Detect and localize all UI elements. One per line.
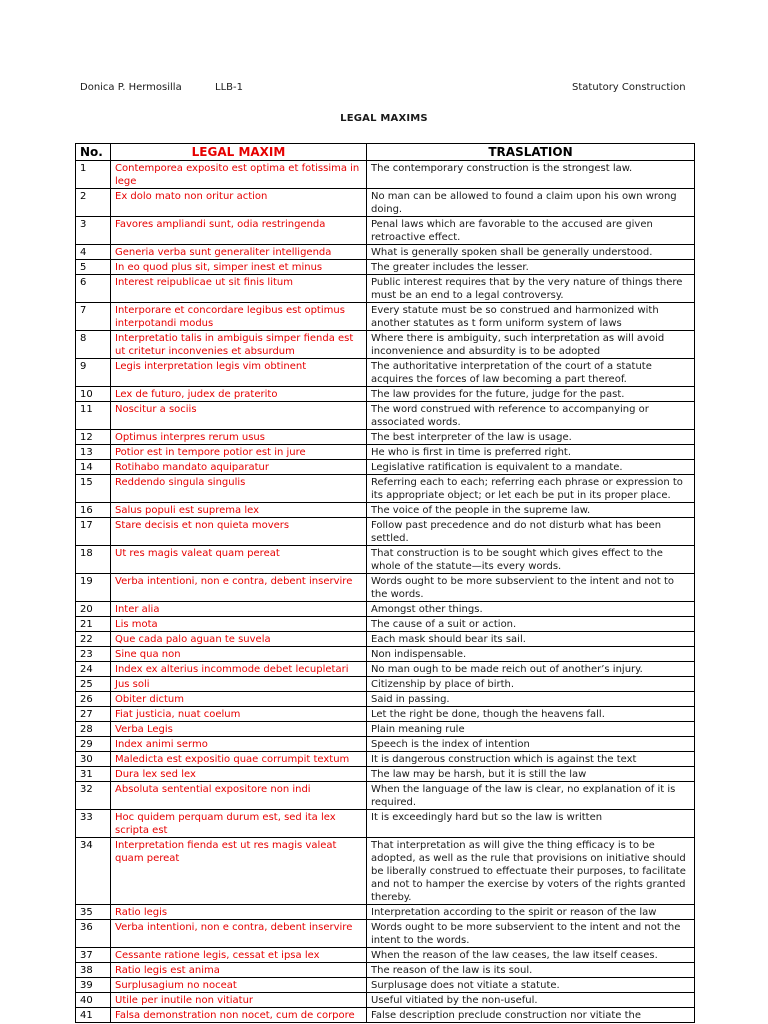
translation-cell: Let the right be done, though the heavens fall. — [367, 707, 695, 722]
table-row — [76, 737, 695, 752]
legal-maxim-cell: Dura lex sed lex — [111, 767, 367, 782]
row-number: 33 — [76, 810, 111, 838]
legal-maxim-cell: Verba Legis — [111, 722, 367, 737]
row-number: 25 — [76, 677, 111, 692]
row-number: 21 — [76, 617, 111, 632]
translation-cell: The law may be harsh, but it is still the law — [367, 767, 695, 782]
translation-cell: He who is first in time is preferred right. — [367, 445, 695, 460]
translation-cell: When the reason of the law ceases, the law itself ceases. — [367, 948, 695, 963]
translation-cell: Each mask should bear its sail. — [367, 632, 695, 647]
row-number: 15 — [76, 475, 111, 503]
legal-maxim-cell: Absoluta sentential expositore non indi — [111, 782, 367, 810]
row-number: 40 — [76, 993, 111, 1008]
table-row — [76, 503, 695, 518]
table-row — [76, 722, 695, 737]
row-number: 27 — [76, 707, 111, 722]
table-row — [76, 602, 695, 617]
row-number: 23 — [76, 647, 111, 662]
row-number: 11 — [76, 402, 111, 430]
translation-cell: No man ough to be made reich out of another’s injury. — [367, 662, 695, 677]
translation-cell: Where there is ambiguity, such interpretation as will avoid inconvenience and absurdity is to be adopted — [367, 331, 695, 359]
document-title: LEGAL MAXIMS — [340, 113, 428, 124]
translation-cell: The reason of the law is its soul. — [367, 963, 695, 978]
course-code: LLB-1 — [215, 82, 243, 93]
legal-maxim-cell: Favores ampliandi sunt, odia restringenda — [111, 217, 367, 245]
table-row — [76, 920, 695, 948]
legal-maxim-cell: Que cada palo aguan te suvela — [111, 632, 367, 647]
table-row — [76, 518, 695, 546]
legal-maxim-cell: Rotihabo mandato aquiparatur — [111, 460, 367, 475]
table-row — [76, 445, 695, 460]
row-number: 29 — [76, 737, 111, 752]
table-header-row — [76, 144, 695, 161]
legal-maxim-cell: Optimus interpres rerum usus — [111, 430, 367, 445]
row-number: 32 — [76, 782, 111, 810]
translation-cell: Every statute must be so construed and harmonized with another statutes as t form uniform system of laws — [367, 303, 695, 331]
row-number: 7 — [76, 303, 111, 331]
translation-cell: Amongst other things. — [367, 602, 695, 617]
table-row — [76, 475, 695, 503]
legal-maxim-cell: Contemporea exposito est optima et fotissima in lege — [111, 161, 367, 189]
legal-maxim-cell: Interpretation fienda est ut res magis valeat quam pereat — [111, 838, 367, 905]
table-row — [76, 810, 695, 838]
row-number: 24 — [76, 662, 111, 677]
row-number: 41 — [76, 1008, 111, 1023]
table-row — [76, 303, 695, 331]
legal-maxim-cell: Obiter dictum — [111, 692, 367, 707]
legal-maxim-cell: Ratio legis — [111, 905, 367, 920]
row-number: 4 — [76, 245, 111, 260]
legal-maxim-cell: Maledicta est expositio quae corrumpit textum — [111, 752, 367, 767]
translation-cell: Surplusage does not vitiate a statute. — [367, 978, 695, 993]
table-row — [76, 260, 695, 275]
legal-maxim-cell: In eo quod plus sit, simper inest et minus — [111, 260, 367, 275]
table-row — [76, 647, 695, 662]
header-translation: TRASLATION — [367, 144, 695, 161]
row-number: 34 — [76, 838, 111, 905]
author-name: Donica P. Hermosilla — [80, 82, 182, 93]
legal-maxim-cell: Potior est in tempore potior est in jure — [111, 445, 367, 460]
table-row — [76, 707, 695, 722]
translation-cell: That construction is to be sought which gives effect to the whole of the statute—its every words. — [367, 546, 695, 574]
header-legal-maxim: LEGAL MAXIM — [111, 144, 367, 161]
translation-cell: The cause of a suit or action. — [367, 617, 695, 632]
row-number: 38 — [76, 963, 111, 978]
legal-maxim-cell: Ut res magis valeat quam pereat — [111, 546, 367, 574]
table-row — [76, 359, 695, 387]
legal-maxim-cell: Lex de futuro, judex de praterito — [111, 387, 367, 402]
legal-maxim-cell: Verba intentioni, non e contra, debent inservire — [111, 574, 367, 602]
legal-maxim-cell: Sine qua non — [111, 647, 367, 662]
row-number: 13 — [76, 445, 111, 460]
translation-cell: Words ought to be more subservient to the intent and not the intent to the words. — [367, 920, 695, 948]
row-number: 30 — [76, 752, 111, 767]
legal-maxim-cell: Ex dolo mato non oritur action — [111, 189, 367, 217]
table-row — [76, 574, 695, 602]
table-row — [76, 632, 695, 647]
row-number: 22 — [76, 632, 111, 647]
row-number: 2 — [76, 189, 111, 217]
translation-cell: Useful vitiated by the non-useful. — [367, 993, 695, 1008]
legal-maxim-cell: Cessante ratione legis, cessat et ipsa lex — [111, 948, 367, 963]
legal-maxim-cell: Legis interpretation legis vim obtinent — [111, 359, 367, 387]
legal-maxim-cell: Fiat justicia, nuat coelum — [111, 707, 367, 722]
translation-cell: Said in passing. — [367, 692, 695, 707]
table-row — [76, 993, 695, 1008]
row-number: 31 — [76, 767, 111, 782]
legal-maxim-cell: Interest reipublicae ut sit finis litum — [111, 275, 367, 303]
legal-maxim-cell: Index ex alterius incommode debet lecupletari — [111, 662, 367, 677]
legal-maxim-cell: Interpretatio talis in ambiguis simper fienda est ut critetur inconvenies et absurdum — [111, 331, 367, 359]
translation-cell: No man can be allowed to found a claim upon his own wrong doing. — [367, 189, 695, 217]
table-row — [76, 275, 695, 303]
legal-maxim-cell: Interporare et concordare legibus est optimus interpotandi modus — [111, 303, 367, 331]
table-row — [76, 752, 695, 767]
legal-maxim-cell: Hoc quidem perquam durum est, sed ita lex scripta est — [111, 810, 367, 838]
row-number: 5 — [76, 260, 111, 275]
translation-cell: The law provides for the future, judge for the past. — [367, 387, 695, 402]
row-number: 37 — [76, 948, 111, 963]
translation-cell: The contemporary construction is the strongest law. — [367, 161, 695, 189]
translation-cell: Referring each to each; referring each phrase or expression to its appropriate object; or let each be put in its proper place. — [367, 475, 695, 503]
table-row — [76, 767, 695, 782]
row-number: 3 — [76, 217, 111, 245]
row-number: 36 — [76, 920, 111, 948]
legal-maxim-cell: Noscitur a sociis — [111, 402, 367, 430]
row-number: 12 — [76, 430, 111, 445]
table-row — [76, 662, 695, 677]
table-row — [76, 402, 695, 430]
table-row — [76, 331, 695, 359]
table-row — [76, 387, 695, 402]
translation-cell: When the language of the law is clear, no explanation of it is required. — [367, 782, 695, 810]
legal-maxim-cell: Salus populi est suprema lex — [111, 503, 367, 518]
translation-cell: Public interest requires that by the very nature of things there must be an end to a legal controversy. — [367, 275, 695, 303]
table-row — [76, 189, 695, 217]
table-row — [76, 460, 695, 475]
translation-cell: What is generally spoken shall be generally understood. — [367, 245, 695, 260]
table-row — [76, 217, 695, 245]
row-number: 20 — [76, 602, 111, 617]
translation-cell: Follow past precedence and do not disturb what has been settled. — [367, 518, 695, 546]
translation-cell: Penal laws which are favorable to the accused are given retroactive effect. — [367, 217, 695, 245]
row-number: 19 — [76, 574, 111, 602]
legal-maxim-cell: Inter alia — [111, 602, 367, 617]
legal-maxim-cell: Surplusagium no noceat — [111, 978, 367, 993]
table-row — [76, 245, 695, 260]
translation-cell: The word construed with reference to accompanying or associated words. — [367, 402, 695, 430]
legal-maxim-cell: Jus soli — [111, 677, 367, 692]
table-row — [76, 782, 695, 810]
translation-cell: Non indispensable. — [367, 647, 695, 662]
legal-maxim-cell: Generia verba sunt generaliter intelligenda — [111, 245, 367, 260]
translation-cell: Plain meaning rule — [367, 722, 695, 737]
table-row — [76, 677, 695, 692]
legal-maxim-cell: Reddendo singula singulis — [111, 475, 367, 503]
row-number: 8 — [76, 331, 111, 359]
header-no: No. — [76, 144, 111, 161]
row-number: 39 — [76, 978, 111, 993]
translation-cell: Legislative ratification is equivalent to a mandate. — [367, 460, 695, 475]
row-number: 26 — [76, 692, 111, 707]
row-number: 35 — [76, 905, 111, 920]
translation-cell: The authoritative interpretation of the court of a statute acquires the forces of law becoming a part thereof. — [367, 359, 695, 387]
subject-name: Statutory Construction — [572, 82, 686, 93]
legal-maxims-table — [75, 143, 695, 1023]
table-row — [76, 617, 695, 632]
legal-maxim-cell: Index animi sermo — [111, 737, 367, 752]
translation-cell: That interpretation as will give the thing efficacy is to be adopted, as well as the rule that provisions on initiative should be liberally construed to effectuate their purposes, to facilitate and not to hamper the exercise by voters of the rights granted thereby. — [367, 838, 695, 905]
table-row — [76, 948, 695, 963]
translation-cell: It is dangerous construction which is against the text — [367, 752, 695, 767]
translation-cell: Citizenship by place of birth. — [367, 677, 695, 692]
row-number: 6 — [76, 275, 111, 303]
table-row — [76, 692, 695, 707]
row-number: 28 — [76, 722, 111, 737]
row-number: 17 — [76, 518, 111, 546]
table-row — [76, 905, 695, 920]
translation-cell: The best interpreter of the law is usage. — [367, 430, 695, 445]
legal-maxim-cell: Lis mota — [111, 617, 367, 632]
table-row — [76, 978, 695, 993]
table-row — [76, 430, 695, 445]
row-number: 9 — [76, 359, 111, 387]
table-row — [76, 546, 695, 574]
row-number: 1 — [76, 161, 111, 189]
row-number: 14 — [76, 460, 111, 475]
legal-maxim-cell: Stare decisis et non quieta movers — [111, 518, 367, 546]
legal-maxim-cell: Ratio legis est anima — [111, 963, 367, 978]
translation-cell: The voice of the people in the supreme law. — [367, 503, 695, 518]
translation-cell: Speech is the index of intention — [367, 737, 695, 752]
row-number: 10 — [76, 387, 111, 402]
row-number: 18 — [76, 546, 111, 574]
row-number: 16 — [76, 503, 111, 518]
legal-maxim-cell: Verba intentioni, non e contra, debent inservire — [111, 920, 367, 948]
translation-cell: The greater includes the lesser. — [367, 260, 695, 275]
table-row — [76, 1008, 695, 1023]
translation-cell: False description preclude construction nor vitiate the — [367, 1008, 695, 1023]
translation-cell: Words ought to be more subservient to the intent and not to the words. — [367, 574, 695, 602]
translation-cell: Interpretation according to the spirit or reason of the law — [367, 905, 695, 920]
legal-maxim-cell: Utile per inutile non vitiatur — [111, 993, 367, 1008]
translation-cell: It is exceedingly hard but so the law is written — [367, 810, 695, 838]
legal-maxim-cell: Falsa demonstration non nocet, cum de corpore — [111, 1008, 367, 1023]
table-row — [76, 838, 695, 905]
table-row — [76, 963, 695, 978]
table-row — [76, 161, 695, 189]
